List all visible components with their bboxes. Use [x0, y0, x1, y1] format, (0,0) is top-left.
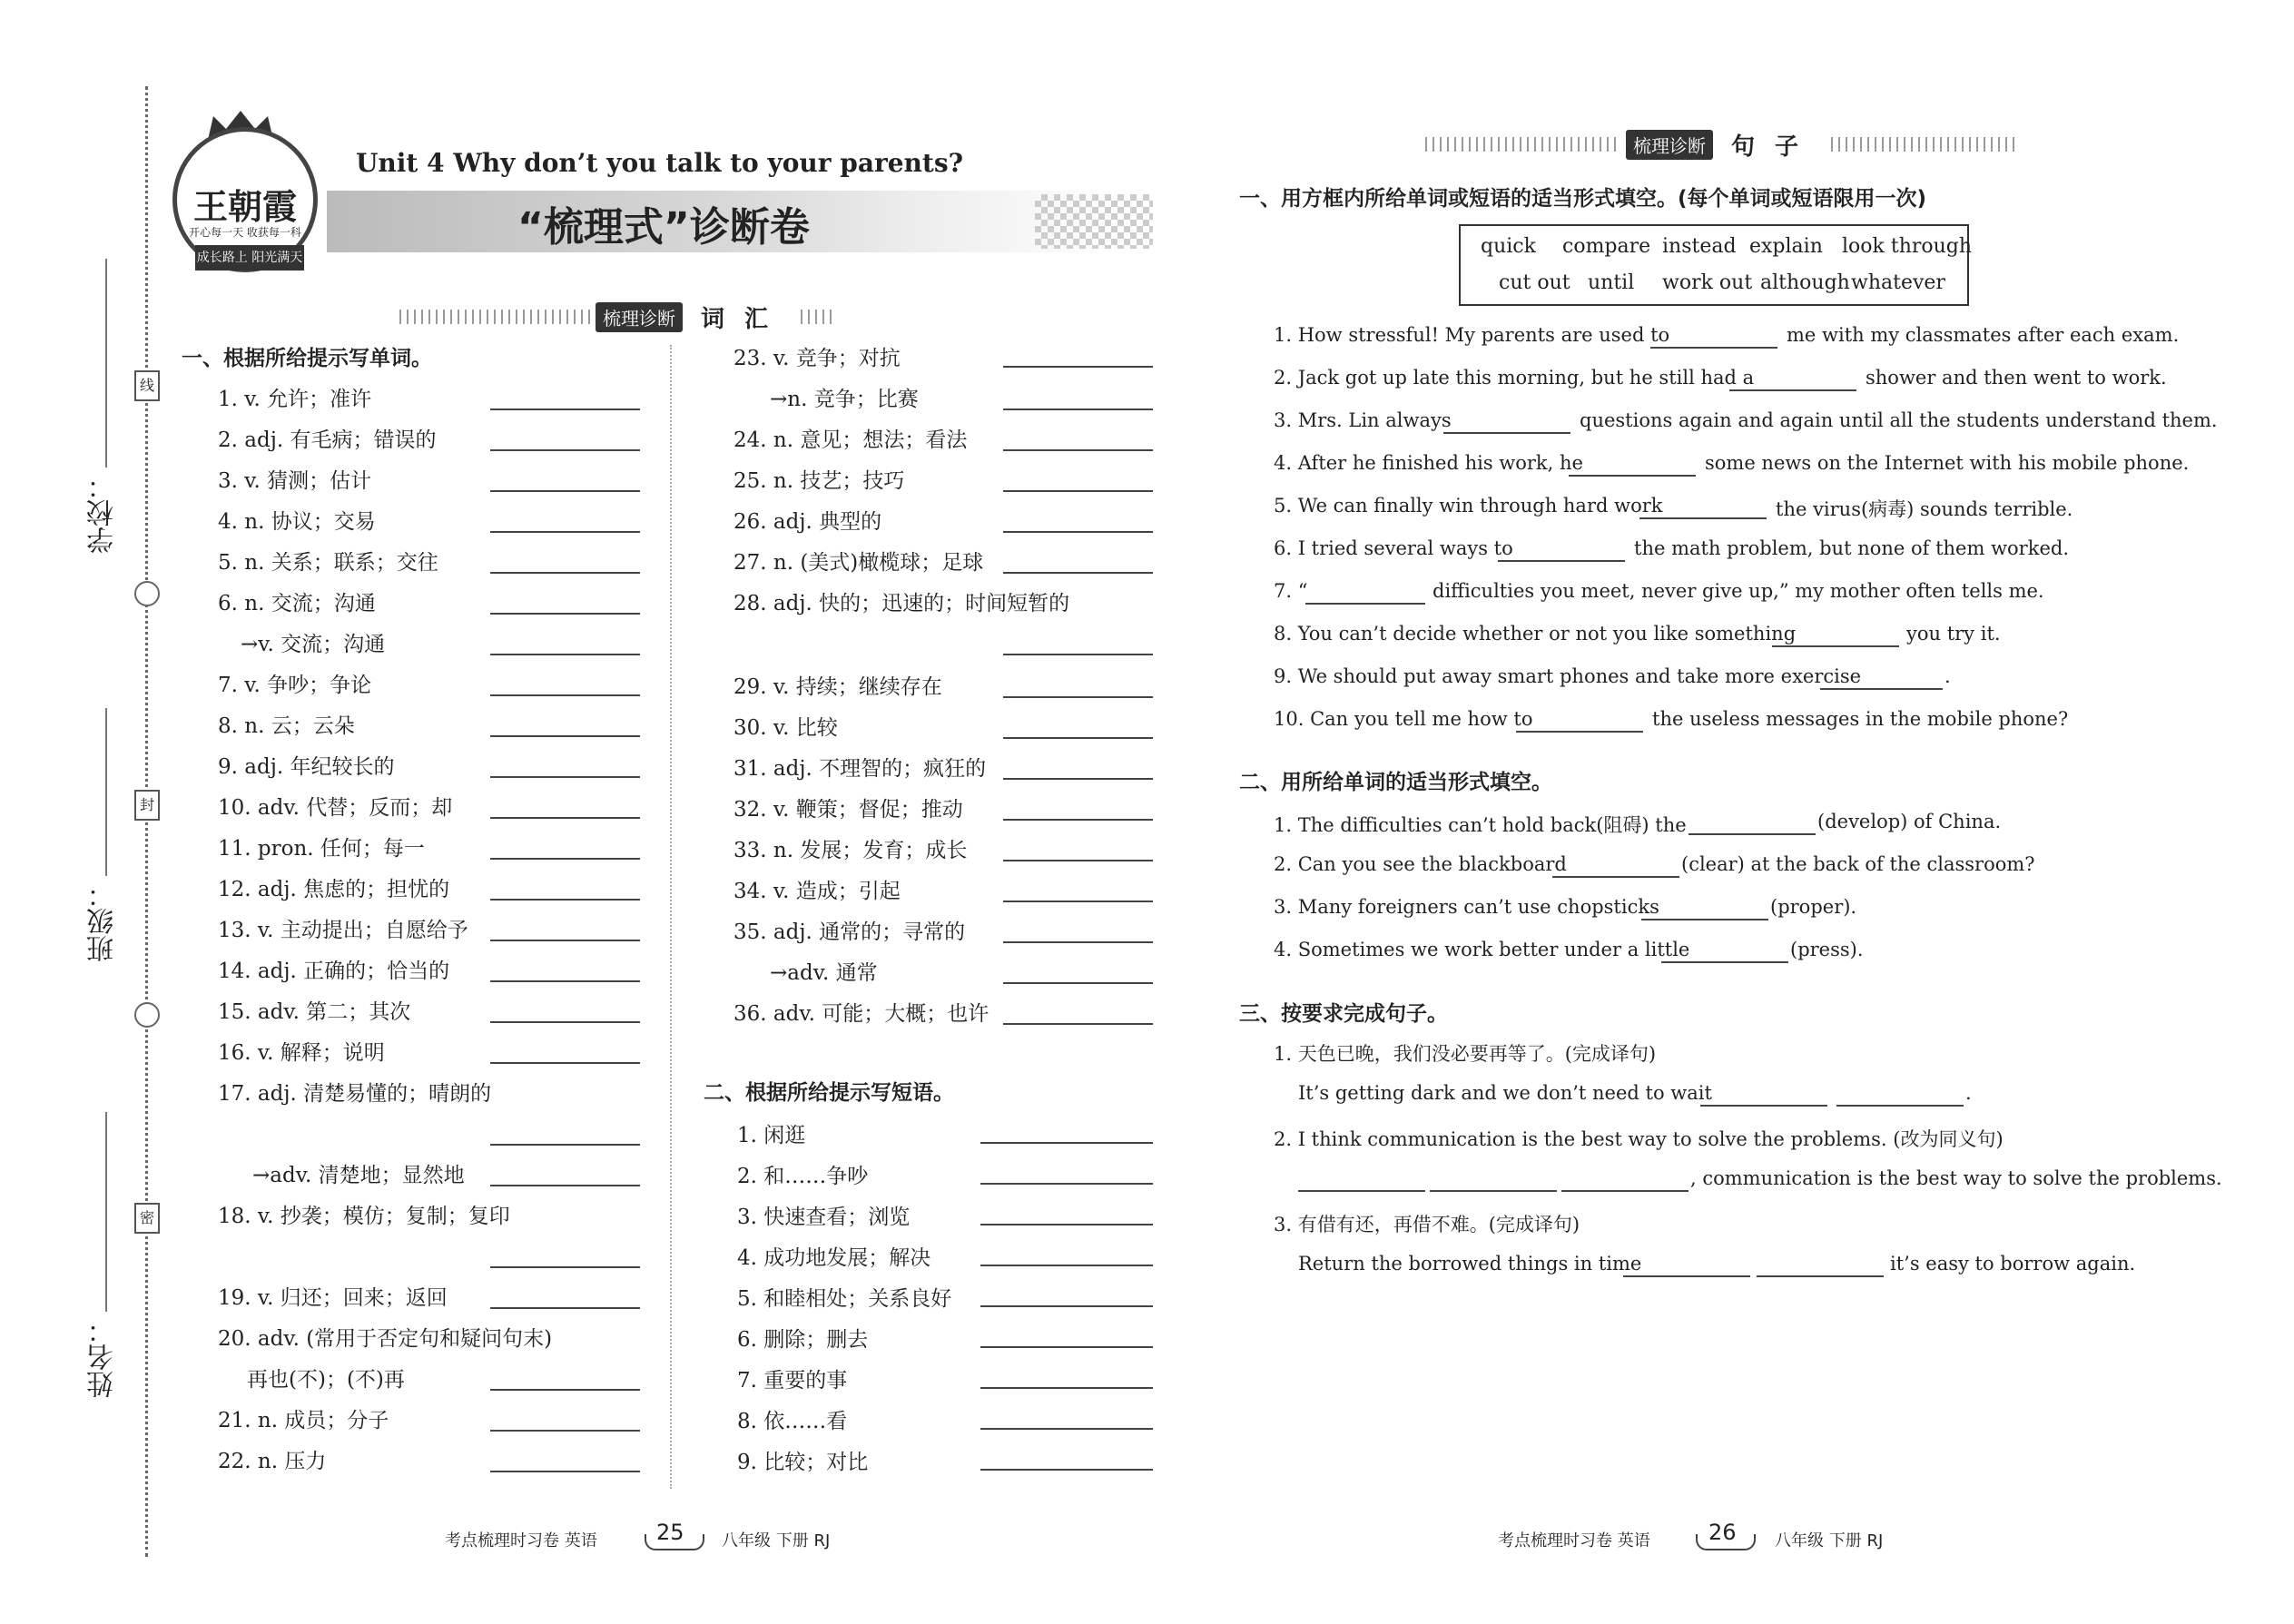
- section-tag: 梳理诊断: [1626, 130, 1713, 160]
- footer-grade: 八年级 下册 RJ: [1775, 1531, 1884, 1550]
- vocab-item: 28. adj. 快的；迅速的；时间短暂的: [733, 592, 1070, 615]
- part1-title: 一、用方框内所给单词或短语的适当形式填空。(每个单词或短语限用一次): [1239, 187, 1927, 211]
- mark-dense: 密: [134, 1203, 160, 1234]
- answer-line[interactable]: [1003, 778, 1153, 780]
- section-title-vocab: 词汇: [701, 305, 789, 333]
- answer-line[interactable]: [1003, 531, 1153, 533]
- answer-line[interactable]: [490, 1307, 640, 1309]
- blank-line[interactable]: [1498, 560, 1625, 562]
- answer-line[interactable]: [490, 531, 640, 533]
- vocab-item: 6. n. 交流；沟通: [218, 592, 376, 615]
- blank-line[interactable]: [1836, 1105, 1964, 1107]
- phrase-item: 3. 快速查看；浏览: [737, 1206, 911, 1229]
- sentence-part-a: 6. I tried several ways to: [1274, 537, 1513, 559]
- sentence-part-b: (clear) at the back of the classroom?: [1681, 853, 2035, 875]
- vocab-item: 1. v. 允许；准许: [218, 388, 372, 411]
- answer-line[interactable]: [490, 735, 640, 737]
- blank-line[interactable]: [1639, 517, 1767, 519]
- phrase-item: 9. 比较；对比: [737, 1451, 869, 1474]
- answer-line[interactable]: [1003, 366, 1153, 368]
- answer-line[interactable]: [980, 1305, 1153, 1307]
- answer-line[interactable]: [980, 1469, 1153, 1471]
- page-brace: [645, 1534, 704, 1550]
- task-question: 2. I think communication is the best way to solve the problems. (改为同义句): [1274, 1128, 2004, 1150]
- sentence-part-b: the useless messages in the mobile phone?: [1652, 708, 2069, 730]
- vocab-item: 29. v. 持续；继续存在: [733, 675, 942, 699]
- unit-title: Unit 4 Why don’t you talk to your parents?: [356, 148, 964, 178]
- answer-line[interactable]: [1003, 654, 1153, 655]
- school-write-line[interactable]: [105, 259, 107, 468]
- sentence-part-b: questions again and again until all the students understand them.: [1580, 409, 2218, 431]
- sentence-part-b: shower and then went to work.: [1866, 367, 2167, 389]
- task-line: It’s getting dark and we don’t need to wait: [1298, 1082, 1712, 1104]
- sentence-part-b: (proper).: [1770, 896, 1857, 918]
- answer-line[interactable]: [490, 1185, 640, 1186]
- footer-text: 考点梳理时习卷 英语: [445, 1531, 597, 1550]
- vocab-item: 24. n. 意见；想法；看法: [733, 428, 968, 452]
- word-box: [1459, 224, 1973, 306]
- word-box-item: although: [1760, 271, 1850, 294]
- vocab-item: →adv. 通常: [770, 961, 878, 985]
- word-box-item: explain: [1749, 235, 1823, 258]
- binding-knot: [134, 581, 160, 606]
- page-number: 25: [656, 1520, 684, 1545]
- answer-line[interactable]: [980, 1224, 1153, 1225]
- class-write-line[interactable]: [105, 708, 107, 876]
- answer-line[interactable]: [490, 572, 640, 574]
- vocab-item: 10. adv. 代替；反而；却: [218, 796, 453, 820]
- phrase-item: 5. 和睦相处；关系良好: [737, 1287, 952, 1311]
- sentence-part-a: 4. After he finished his work, he: [1274, 452, 1583, 474]
- answer-line[interactable]: [1003, 408, 1153, 410]
- answer-line[interactable]: [1003, 696, 1153, 698]
- answer-line[interactable]: [490, 408, 640, 410]
- task-line: Return the borrowed things in time: [1298, 1253, 1642, 1275]
- vocab-item: →adv. 清楚地；显然地: [252, 1164, 465, 1187]
- vocab-item: 12. adj. 焦虑的；担忧的: [218, 878, 450, 901]
- answer-line[interactable]: [1003, 1023, 1153, 1025]
- word-box-item: compare: [1562, 235, 1651, 258]
- part2-title: 二、用所给单词的适当形式填空。: [1239, 771, 1552, 794]
- answer-line[interactable]: [490, 1021, 640, 1023]
- answer-line[interactable]: [490, 817, 640, 819]
- vocab-item: 4. n. 协议；交易: [218, 510, 376, 534]
- right-section-header: [1425, 129, 2017, 160]
- vocab-item: 5. n. 关系；联系；交往: [218, 551, 438, 575]
- answer-line[interactable]: [490, 1471, 640, 1472]
- vocab-item: 27. n. (美式)橄榄球；足球: [733, 551, 984, 575]
- word-box-item: whatever: [1851, 271, 1945, 294]
- answer-line[interactable]: [1003, 449, 1153, 451]
- footer-text: 考点梳理时习卷 英语: [1498, 1531, 1650, 1550]
- answer-line[interactable]: [490, 654, 640, 655]
- sentence-part-a: 1. How stressful! My parents are used to: [1274, 324, 1670, 346]
- vocab-item: →v. 交流；沟通: [241, 633, 386, 656]
- blank-line[interactable]: [1569, 475, 1696, 477]
- vocab-item: 25. n. 技艺；技巧: [733, 469, 905, 493]
- answer-line[interactable]: [1003, 860, 1153, 861]
- answer-line[interactable]: [1003, 941, 1153, 943]
- answer-line[interactable]: [980, 1346, 1153, 1348]
- answer-line[interactable]: [490, 613, 640, 615]
- sentence-part-a: 3. Many foreigners can’t use chopsticks: [1274, 896, 1659, 918]
- vocab-item: 26. adj. 典型的: [733, 510, 882, 534]
- word-box-item: instead: [1662, 235, 1737, 258]
- answer-line[interactable]: [980, 1183, 1153, 1185]
- part1-title: 一、根据所给提示写单词。: [182, 347, 432, 370]
- answer-line[interactable]: [1003, 490, 1153, 492]
- vocab-item: 2. adj. 有毛病；错误的: [218, 428, 437, 452]
- phrase-item: 6. 删除；删去: [737, 1328, 869, 1352]
- checker-decoration: [1035, 194, 1153, 249]
- sentence-part-b: .: [1944, 665, 1951, 687]
- logo-name: 王朝霞: [192, 187, 297, 227]
- vocab-item: 9. adj. 年纪较长的: [218, 755, 395, 779]
- blank-line[interactable]: [1689, 833, 1816, 835]
- word-box-item: work out: [1662, 271, 1753, 294]
- answer-line[interactable]: [490, 858, 640, 860]
- part3-title: 三、按要求完成句子。: [1239, 1002, 1448, 1026]
- sentence-part-a: 1. The difficulties can’t hold back(阻碍) the: [1274, 814, 1687, 836]
- sentence-part-b: you try it.: [1906, 623, 2001, 645]
- sentence-part-a: 9. We should put away smart phones and take more exercise: [1274, 665, 1862, 687]
- vocab-item: 33. n. 发展；发育；成长: [733, 839, 968, 862]
- answer-line[interactable]: [490, 694, 640, 696]
- binding-knot: [134, 1002, 160, 1028]
- answer-line[interactable]: [490, 1062, 640, 1064]
- section-tag: 梳理诊断: [596, 302, 683, 332]
- answer-line[interactable]: [1003, 901, 1153, 902]
- name-write-line[interactable]: [105, 1112, 107, 1312]
- mark-line: 线: [134, 370, 160, 401]
- vocab-item: 11. pron. 任何；每一: [218, 837, 425, 861]
- vocab-item: 30. v. 比较: [733, 716, 838, 740]
- task-question: 3. 有借有还，再借不难。(完成译句): [1274, 1214, 1580, 1235]
- sentence-part-a: 8. You can’t decide whether or not you like something: [1274, 623, 1797, 645]
- answer-line[interactable]: [490, 899, 640, 901]
- section-title-sentence: 句子: [1731, 133, 1819, 161]
- answer-line[interactable]: [490, 1389, 640, 1391]
- vocab-item: 17. adj. 清楚易懂的；晴朗的: [218, 1082, 492, 1106]
- sentence-part-b: difficulties you meet, never give up,” my mother often tells me.: [1433, 580, 2044, 602]
- binding-dotted-line: [145, 86, 148, 1557]
- vocab-item: 14. adj. 正确的；恰当的: [218, 960, 450, 983]
- blank-line[interactable]: [1650, 347, 1777, 349]
- vocab-item: 32. v. 鞭策；督促；推动: [733, 798, 963, 822]
- footer-grade: 八年级 下册 RJ: [722, 1531, 831, 1550]
- phrase-item: 2. 和……争吵: [737, 1165, 869, 1188]
- blank-line[interactable]: [1623, 1275, 1750, 1277]
- blank-line[interactable]: [1757, 1275, 1884, 1277]
- sentence-part-a: 4. Sometimes we work better under a little: [1274, 939, 1690, 960]
- answer-line[interactable]: [490, 1430, 640, 1432]
- blank-line[interactable]: [1820, 688, 1943, 690]
- school-label: 学校：: [87, 472, 119, 554]
- sentence-part-b: me with my classmates after each exam.: [1787, 324, 2180, 346]
- answer-line[interactable]: [1003, 572, 1153, 574]
- blank-line[interactable]: [1661, 961, 1788, 963]
- sentence-part-a: 3. Mrs. Lin always: [1274, 409, 1452, 431]
- word-box-item: look through: [1842, 235, 1973, 258]
- answer-line[interactable]: [490, 1144, 640, 1146]
- page-number: 26: [1708, 1520, 1737, 1545]
- vocab-item: 19. v. 归还；回来；返回: [218, 1286, 448, 1310]
- answer-line[interactable]: [1003, 819, 1153, 821]
- sentence-part-a: 2. Jack got up late this morning, but he still had a: [1274, 367, 1755, 389]
- answer-line[interactable]: [490, 449, 640, 451]
- name-label: 姓名：: [87, 1316, 119, 1398]
- vocab-item: 18. v. 抄袭；模仿；复制；复印: [218, 1205, 510, 1228]
- left-section-header: [399, 301, 833, 332]
- phrase-item: 8. 依……看: [737, 1410, 848, 1433]
- mark-seal: 封: [134, 790, 160, 821]
- vocab-item: 8. n. 云；云朵: [218, 714, 355, 738]
- answer-line[interactable]: [980, 1265, 1153, 1266]
- blank-line[interactable]: [1772, 645, 1899, 647]
- vocab-item: 3. v. 猜测；估计: [218, 469, 372, 493]
- answer-line[interactable]: [490, 980, 640, 982]
- vocab-item: 13. v. 主动提出；自愿给予: [218, 919, 468, 942]
- answer-line[interactable]: [490, 776, 640, 778]
- task-line: it’s easy to borrow again.: [1890, 1253, 2136, 1275]
- word-box-item: cut out: [1499, 271, 1570, 294]
- sentence-part-a: 2. Can you see the blackboard: [1274, 853, 1567, 875]
- page-brace: [1696, 1534, 1756, 1550]
- task-line: , communication is the best way to solve the problems.: [1690, 1167, 2222, 1189]
- blank-line[interactable]: [1516, 731, 1643, 733]
- sentence-part-b: the virus(病毒) sounds terrible.: [1776, 498, 2073, 520]
- answer-line[interactable]: [980, 1387, 1153, 1389]
- answer-line[interactable]: [980, 1428, 1153, 1430]
- vocab-item: 23. v. 竞争；对抗: [733, 347, 901, 370]
- blank-line[interactable]: [1729, 389, 1856, 391]
- answer-line[interactable]: [490, 940, 640, 941]
- vocab-item: 再也(不)；(不)再: [247, 1368, 405, 1392]
- vocab-item: 20. adv. (常用于否定句和疑问句末): [218, 1327, 553, 1351]
- vocab-item: →n. 竞争；比赛: [770, 388, 919, 411]
- logo-ribbon: 成长路上 阳光满天: [195, 245, 304, 271]
- task-question: 1. 天色已晚，我们没必要再等了。(完成译句): [1274, 1043, 1657, 1065]
- vocab-item: 7. v. 争吵；争论: [218, 674, 372, 697]
- vocab-item: 15. adv. 第二；其次: [218, 1000, 411, 1024]
- phrase-item: 1. 闲逛: [737, 1124, 806, 1147]
- blank-line[interactable]: [1298, 1190, 1425, 1192]
- vocab-item: 16. v. 解释；说明: [218, 1041, 385, 1065]
- word-box-item: quick: [1481, 235, 1536, 258]
- sentence-part-a: 10. Can you tell me how to: [1274, 708, 1533, 730]
- main-title: “梳理式”诊断卷: [517, 204, 810, 251]
- vocab-item: 35. adj. 通常的；寻常的: [733, 920, 966, 944]
- answer-line[interactable]: [980, 1142, 1153, 1144]
- sentence-part-b: some news on the Internet with his mobile phone.: [1705, 452, 2190, 474]
- answer-line[interactable]: [490, 1266, 640, 1268]
- sentence-part-b: (press).: [1790, 939, 1864, 960]
- blank-line[interactable]: [1430, 1190, 1557, 1192]
- column-separator: [670, 345, 672, 1489]
- class-label: 班级：: [87, 881, 119, 962]
- blank-line[interactable]: [1443, 432, 1570, 434]
- vocab-item: 31. adj. 不理智的；疯狂的: [733, 757, 987, 781]
- blank-line[interactable]: [1641, 919, 1768, 920]
- blank-line[interactable]: [1305, 603, 1425, 605]
- part2-title: 二、根据所给提示写短语。: [704, 1081, 954, 1105]
- vocab-item: 34. v. 造成；引起: [733, 880, 901, 903]
- blank-line[interactable]: [1552, 876, 1679, 878]
- sentence-part-a: 7. “: [1274, 580, 1308, 602]
- answer-line[interactable]: [490, 490, 640, 492]
- blank-line[interactable]: [1700, 1105, 1827, 1107]
- answer-line[interactable]: [1003, 737, 1153, 739]
- vocab-item: 22. n. 压力: [218, 1450, 327, 1473]
- vocab-item: 36. adv. 可能；大概；也许: [733, 1002, 989, 1026]
- period: .: [1965, 1082, 1972, 1104]
- sentence-part-b: the math problem, but none of them worked.: [1634, 537, 2069, 559]
- phrase-item: 4. 成功地发展；解决: [737, 1246, 931, 1270]
- vocab-item: 21. n. 成员；分子: [218, 1409, 389, 1432]
- sentence-part-a: 5. We can finally win through hard work: [1274, 495, 1663, 517]
- word-box-item: until: [1588, 271, 1635, 294]
- blank-line[interactable]: [1561, 1190, 1689, 1192]
- sentence-part-b: (develop) of China.: [1817, 811, 2002, 832]
- phrase-item: 7. 重要的事: [737, 1369, 848, 1393]
- answer-line[interactable]: [1003, 982, 1153, 984]
- logo-sub: 开心每一天 收获每一科: [189, 226, 301, 239]
